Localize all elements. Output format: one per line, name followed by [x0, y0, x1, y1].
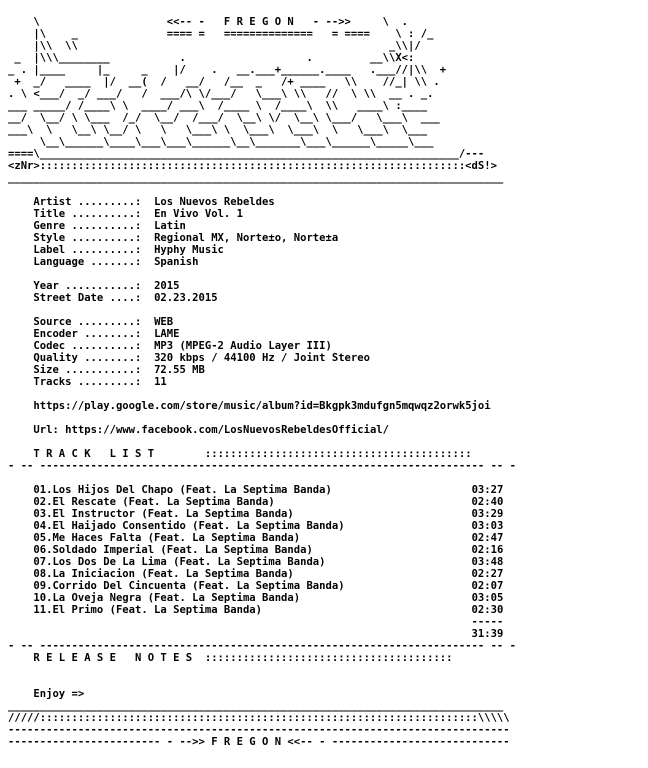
- footer-dash-rule: -------------------------------------------------------------------------------: [8, 724, 510, 736]
- track-time-pad: [275, 496, 472, 508]
- track-indent: [8, 568, 33, 580]
- size-row: [8, 364, 648, 376]
- codec-value: MP3 (MPEG-2 Audio Layer III): [154, 340, 332, 352]
- year-label: Year ...........:: [33, 280, 142, 292]
- blank-line: [8, 436, 648, 448]
- banner-line-13: <zNr>:::::::::::::::::::::::::::::::::::::::::::::::::::::::::::::::::::<dS!>: [8, 160, 497, 172]
- track-time: 02:30: [471, 604, 504, 616]
- size-label: Size ...........:: [33, 364, 142, 376]
- label-label: Label ..........:: [33, 244, 142, 256]
- genre-label: Genre ..........:: [33, 220, 142, 232]
- track-time: 03:27: [471, 484, 504, 496]
- track-time: 03:03: [471, 520, 504, 532]
- track-title: 09.Corrido Del Cincuenta (Feat. La Septima Banda): [33, 580, 345, 592]
- track-row: [8, 580, 648, 592]
- total-time-pad: [8, 628, 472, 640]
- banner-line-7: . \ <___/ _/ ___/ / ___/\ \/___/ \___\ \\ // \ \\ __ . _.: [8, 88, 434, 100]
- genre-value: Latin: [154, 220, 186, 232]
- track-time-pad: [313, 544, 472, 556]
- track-title: 11.El Primo (Feat. La Septima Banda): [33, 604, 262, 616]
- size-value: 72.55 MB: [154, 364, 205, 376]
- track-title: 03.El Instructor (Feat. La Septima Banda): [33, 508, 294, 520]
- url-label: Url:: [33, 424, 59, 436]
- total-time-row: [8, 628, 648, 640]
- artist-value: Los Nuevos Rebeldes: [154, 196, 275, 208]
- blank-line: [8, 412, 648, 424]
- codec-label: Codec ..........:: [33, 340, 142, 352]
- tracklist-heading: T R A C K L I S T: [33, 448, 155, 460]
- release-notes-text: Enjoy =>: [33, 688, 85, 700]
- banner-line-11: \__\______\____\___\___\______\__\_______\___\______\_____\___: [8, 136, 434, 148]
- quality-label: Quality ........:: [33, 352, 142, 364]
- track-title: 02.El Rescate (Feat. La Septima Banda): [33, 496, 275, 508]
- language-value: Spanish: [154, 256, 199, 268]
- year-row: [8, 280, 648, 292]
- track-time: 03:48: [471, 556, 504, 568]
- banner-line-12: ====\__________________________________________________________________/---: [8, 148, 485, 160]
- track-indent: [8, 484, 33, 496]
- track-row: [8, 568, 648, 580]
- banner-line-5: _ . |____ |_ _ |/ . __.___+______.____ .___//|\\ +: [8, 64, 447, 76]
- label-value: Hyphy Music: [154, 244, 224, 256]
- track-row: [8, 532, 648, 544]
- release-notes-heading-row: [8, 652, 648, 664]
- track-indent: [8, 592, 33, 604]
- track-time: 02:40: [471, 496, 504, 508]
- track-title: 08.La Iniciacion (Feat. La Septima Banda): [33, 568, 294, 580]
- track-row: [8, 604, 648, 616]
- encoder-value: LAME: [154, 328, 180, 340]
- track-time-pad: [262, 604, 472, 616]
- track-row: [8, 544, 648, 556]
- footer-tagline: ------------------------ - -->> F R E G O N <<-- - ----------------------------: [8, 736, 510, 748]
- blank-line: [8, 472, 648, 484]
- release-notes-heading: R E L E A S E N O T E S: [33, 652, 193, 664]
- year-value: 2015: [154, 280, 180, 292]
- language-label: Language .......:: [33, 256, 142, 268]
- footer-colons: /////:::::::::::::::::::::::::::::::::::::::::::::::::::::::::::::::::::::\\\\\: [8, 712, 510, 724]
- total-divider: -----: [471, 616, 504, 628]
- track-indent: [8, 604, 33, 616]
- track-time: 02:27: [471, 568, 504, 580]
- track-indent: [8, 580, 33, 592]
- title-label: Title ..........:: [33, 208, 142, 220]
- blank-line: [8, 664, 648, 676]
- banner-line-9: __/ \__/ \ \___ /_/ \__/ /___/ \__\ \/ \__\ \___/ \___\ ___: [8, 112, 440, 124]
- track-time-pad: [294, 568, 472, 580]
- track-indent: [8, 556, 33, 568]
- blank-line: [8, 676, 648, 688]
- blank-line: [8, 304, 648, 316]
- banner-line-6: + _/ ____ |/ __( / __/ /__ _ /+ ____ \\ //_| \\ .: [8, 76, 440, 88]
- quality-value: 320 kbps / 44100 Hz / Joint Stereo: [154, 352, 370, 364]
- track-indent: [8, 532, 33, 544]
- track-time-pad: [294, 508, 472, 520]
- tracklist-heading-row: [8, 448, 648, 460]
- title-row: [8, 208, 648, 220]
- language-row: [8, 256, 648, 268]
- banner-line-4: _ |\\\________ . . __\\X<:: [8, 52, 415, 64]
- blank-line: [8, 388, 648, 400]
- track-title: 10.La Oveja Negra (Feat. La Septima Banda): [33, 592, 301, 604]
- source-row: [8, 316, 648, 328]
- title-value: En Vivo Vol. 1: [154, 208, 243, 220]
- track-time-pad: [326, 556, 472, 568]
- track-row: [8, 508, 648, 520]
- track-indent: [8, 520, 33, 532]
- track-time: 03:05: [471, 592, 504, 604]
- track-time: 03:29: [471, 508, 504, 520]
- footer-rule: ______________________________________________________________________________: [8, 700, 504, 712]
- source-value: WEB: [154, 316, 174, 328]
- encoder-label: Encoder ........:: [33, 328, 142, 340]
- track-row: [8, 592, 648, 604]
- section-rule: ______________________________________________________________________________: [8, 172, 504, 184]
- label-row: [8, 244, 648, 256]
- encoder-row: [8, 328, 648, 340]
- banner-line-2: |\ _ ==== = ============== = ==== \ : /_: [8, 28, 434, 40]
- blank-line: [8, 268, 648, 280]
- street-date-label: Street Date ....:: [33, 292, 142, 304]
- track-row: [8, 484, 648, 496]
- street-date-row: [8, 292, 648, 304]
- banner-line-1: \ <<-- - F R E G O N - -->> \ .: [8, 16, 409, 28]
- tracks-row: [8, 376, 648, 388]
- track-time-pad: [300, 532, 471, 544]
- tracks-label: Tracks .........:: [33, 376, 142, 388]
- track-list: [8, 484, 648, 616]
- banner-line-10: ___\ \ \__\ \__/ \ \ \___\ \ \___\ \___\ \ \___\ \___: [8, 124, 428, 136]
- track-time-pad: [300, 592, 471, 604]
- banner-line-3: |\\ \\ _\\|/: [8, 40, 434, 52]
- track-title: 04.El Haijado Consentido (Feat. La Septima Banda): [33, 520, 345, 532]
- codec-row: [8, 340, 648, 352]
- street-date-value: 02.23.2015: [154, 292, 218, 304]
- track-indent: [8, 544, 33, 556]
- track-indent: [8, 508, 33, 520]
- total-time: 31:39: [471, 628, 504, 640]
- quality-row: [8, 352, 648, 364]
- url-row: [8, 424, 648, 436]
- track-title: 01.Los Hijos Del Chapo (Feat. La Septima Banda): [33, 484, 332, 496]
- banner-line-8: ___ _____/ /____\ \ ____/ ___\ /____ \ /____\ \\ ____\ :____: [8, 100, 428, 112]
- track-indent: [8, 496, 33, 508]
- style-label: Style ..........:: [33, 232, 142, 244]
- blank-line: [8, 184, 648, 196]
- track-row: [8, 520, 648, 532]
- store-url-row: [8, 400, 648, 412]
- banner-line-0: [8, 4, 648, 16]
- track-time-pad: [345, 520, 472, 532]
- style-row: [8, 232, 648, 244]
- track-time: 02:16: [471, 544, 504, 556]
- total-divider-pad: [8, 616, 472, 628]
- tracks-value: 11: [154, 376, 167, 388]
- genre-row: [8, 220, 648, 232]
- artist-label: Artist .........:: [33, 196, 142, 208]
- artist-row: [8, 196, 648, 208]
- track-title: 05.Me Haces Falta (Feat. La Septima Banda): [33, 532, 301, 544]
- tracklist-heading-fill: ::::::::::::::::::::::::::::::::::::::::::: [204, 448, 472, 460]
- track-time-pad: [345, 580, 472, 592]
- source-label: Source .........:: [33, 316, 142, 328]
- track-time: 02:47: [471, 532, 504, 544]
- track-row: [8, 556, 648, 568]
- track-row: [8, 496, 648, 508]
- facebook-link[interactable]: https://www.facebook.com/LosNuevosRebeldesOfficial/: [65, 424, 390, 436]
- tracklist-top-divider: - -- ---------------------------------------------------------------------- -- -: [8, 460, 516, 472]
- store-link[interactable]: https://play.google.com/store/music/album?id=Bkgpk3mdufgn5mqwqz2orwk5joi: [33, 400, 491, 412]
- track-title: 07.Los Dos De La Lima (Feat. La Septima Banda): [33, 556, 326, 568]
- tracklist-bottom-divider: - -- ---------------------------------------------------------------------- -- -: [8, 640, 516, 652]
- track-time: 02:07: [471, 580, 504, 592]
- track-time-pad: [332, 484, 472, 496]
- total-divider-row: [8, 616, 648, 628]
- release-notes-heading-fill: :::::::::::::::::::::::::::::::::::::::: [204, 652, 453, 664]
- release-notes-text-row: [8, 688, 648, 700]
- track-title: 06.Soldado Imperial (Feat. La Septima Banda): [33, 544, 313, 556]
- style-value: Regional MX, Norte±o, Norte±a: [154, 232, 339, 244]
